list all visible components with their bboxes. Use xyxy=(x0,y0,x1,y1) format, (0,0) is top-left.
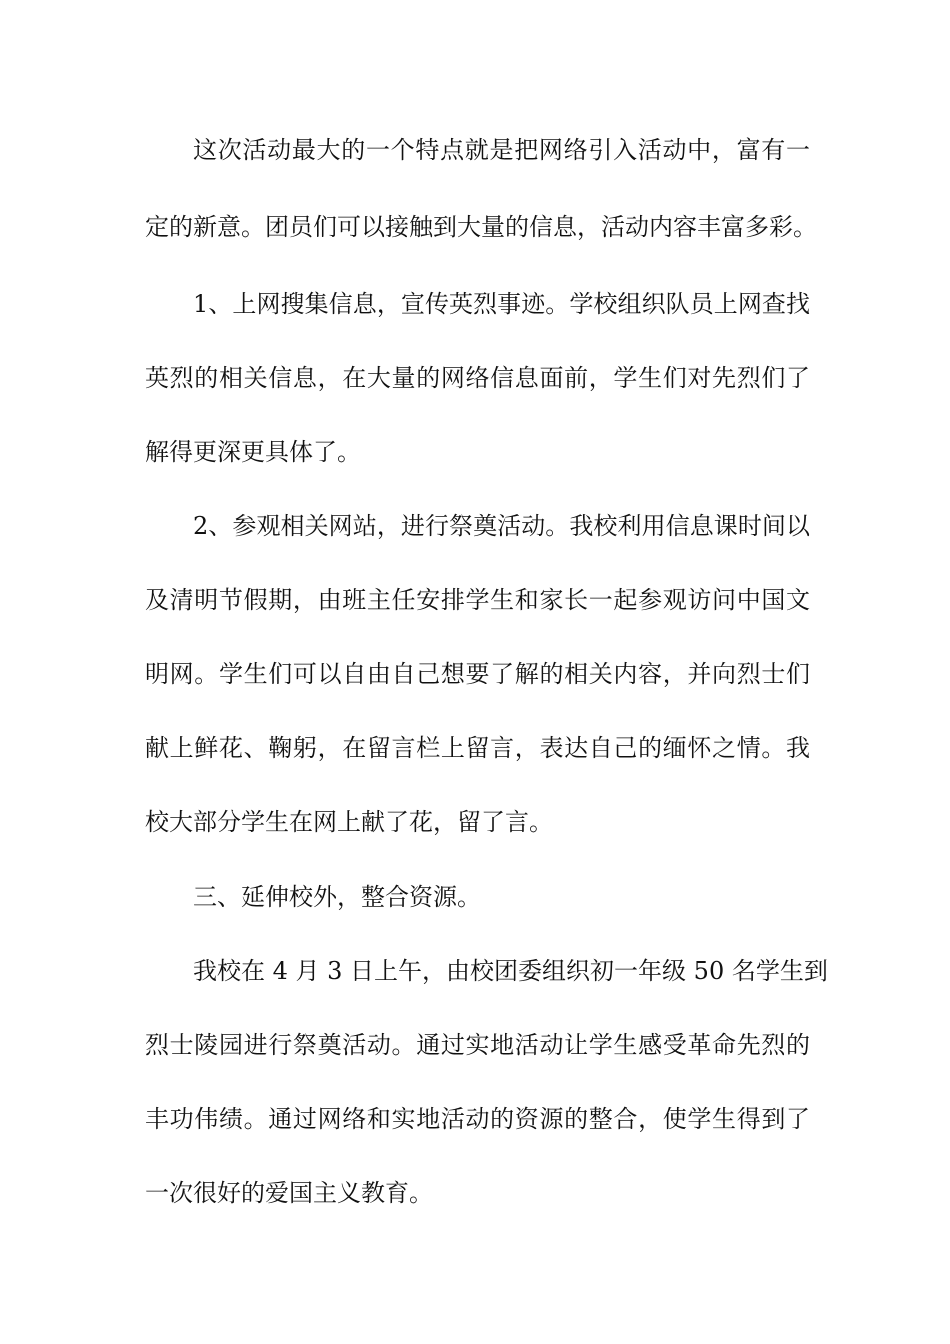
paragraph-line: 及清明节假期，由班主任安排学生和家长一起参观访问中国文 xyxy=(145,586,810,614)
paragraph-line: 1、上网搜集信息，宣传英烈事迹。学校组织队员上网查找 xyxy=(193,290,810,318)
paragraph-line: 定的新意。团员们可以接触到大量的信息，活动内容丰富多彩。 xyxy=(145,213,817,241)
paragraph-line: 这次活动最大的一个特点就是把网络引入活动中，富有一 xyxy=(193,136,810,164)
paragraph-line: 解得更深更具体了。 xyxy=(145,438,361,466)
paragraph-line: 校大部分学生在网上献了花，留了言。 xyxy=(145,808,553,836)
paragraph-line: 2、参观相关网站，进行祭奠活动。我校利用信息课时间以 xyxy=(193,512,810,540)
paragraph-line: 英烈的相关信息，在大量的网络信息面前，学生们对先烈们了 xyxy=(145,364,810,392)
paragraph-line: 献上鲜花、鞠躬，在留言栏上留言，表达自己的缅怀之情。我 xyxy=(145,734,810,762)
paragraph-line: 我校在 4 月 3 日上午，由校团委组织初一年级 50 名学生到 xyxy=(193,957,828,985)
paragraph-line: 丰功伟绩。通过网络和实地活动的资源的整合，使学生得到了 xyxy=(145,1105,810,1133)
paragraph-line: 一次很好的爱国主义教育。 xyxy=(145,1179,433,1207)
paragraph-line: 烈士陵园进行祭奠活动。通过实地活动让学生感受革命先烈的 xyxy=(145,1031,810,1059)
section-heading: 三、延伸校外，整合资源。 xyxy=(193,883,481,911)
paragraph-line: 明网。学生们可以自由自己想要了解的相关内容，并向烈士们 xyxy=(145,660,810,688)
